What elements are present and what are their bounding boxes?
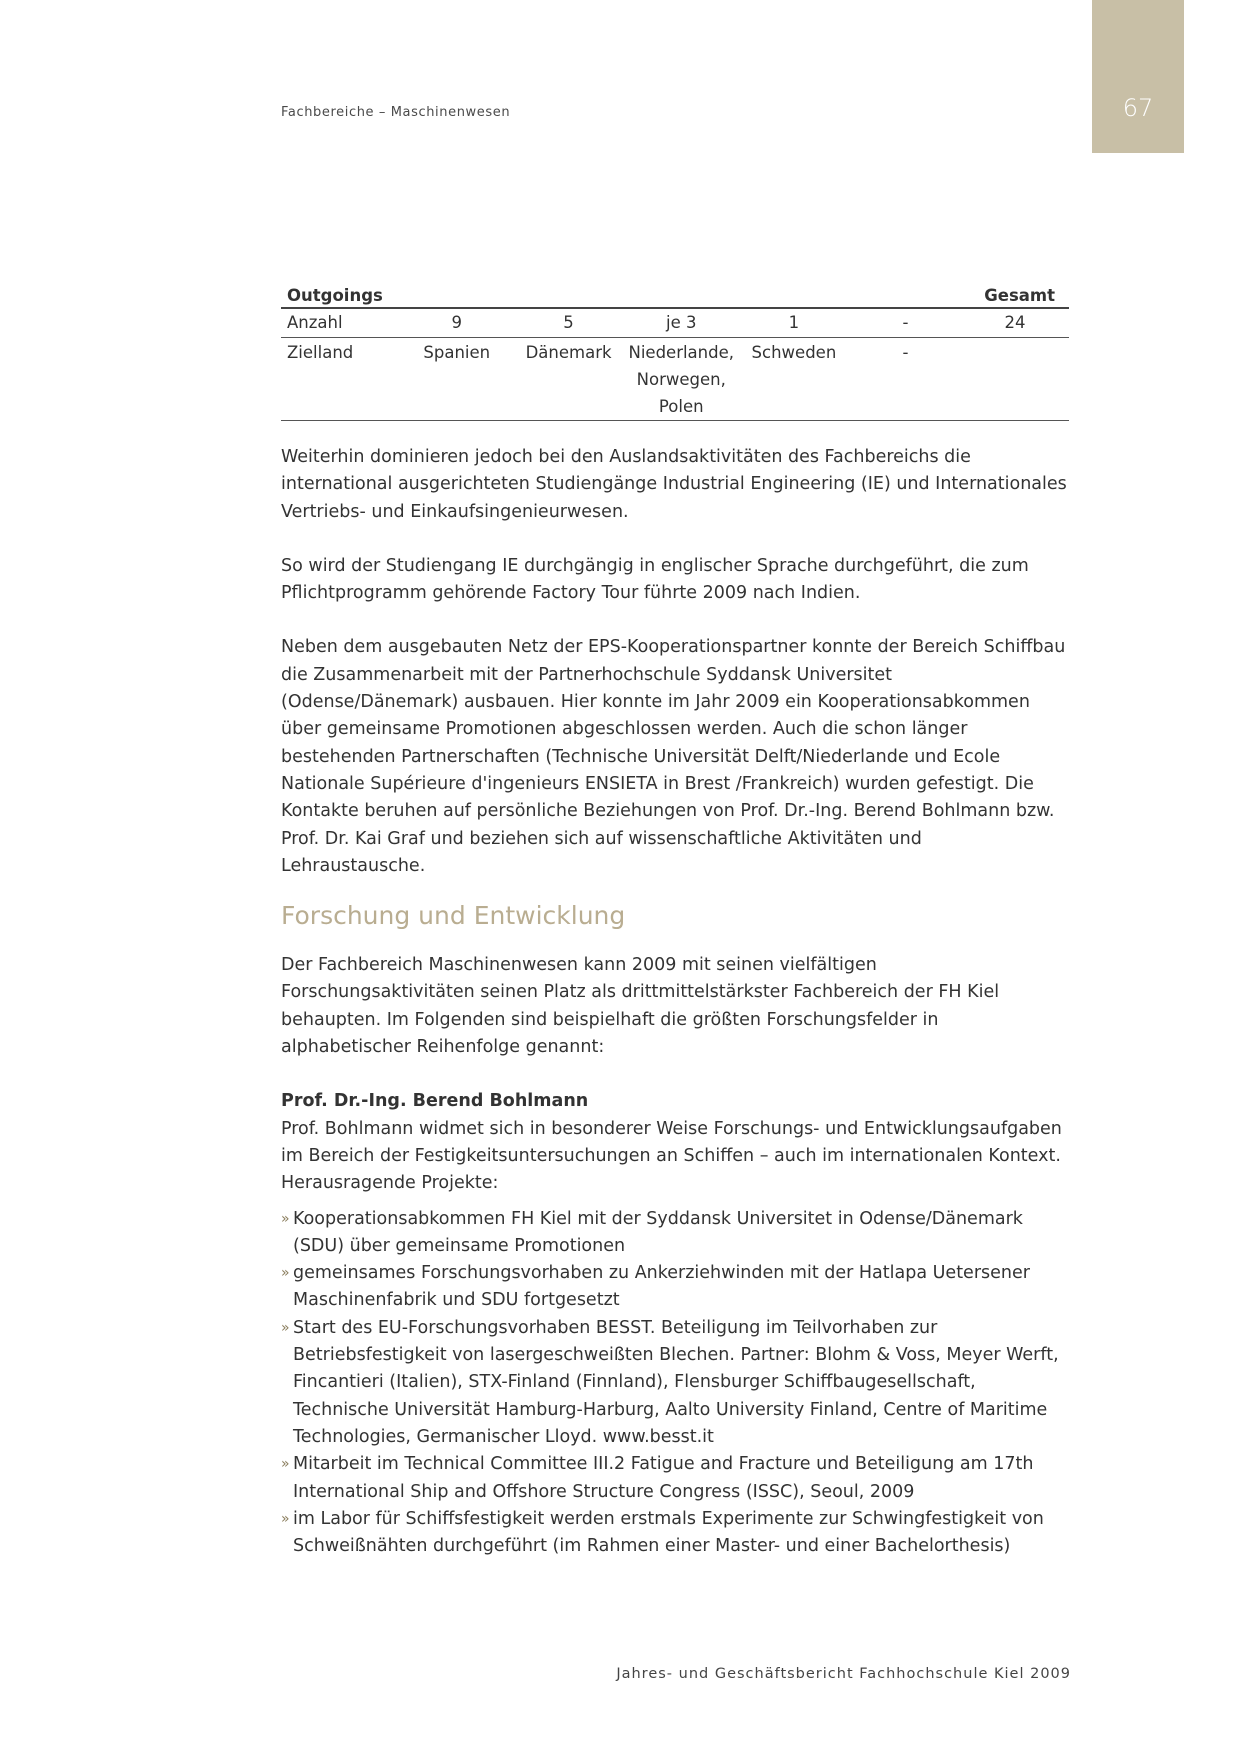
table-cell: 1 xyxy=(738,308,850,338)
table-header-cell xyxy=(738,284,850,308)
table-cell-line: Niederlande, xyxy=(628,343,734,362)
table-header-cell: Gesamt xyxy=(961,284,1069,308)
table-header-cell xyxy=(850,284,961,308)
bullet-icon: » xyxy=(281,1319,290,1336)
bullet-icon: » xyxy=(281,1456,290,1473)
table-cell xyxy=(624,338,738,421)
list-item-text: Mitarbeit im Technical Committee III.2 Fatigue and Fracture und Beteiligung am 17th International Ship and Offshore Structure Congress (ISSC), Seoul, 2009 xyxy=(293,1454,1034,1502)
list-item-text: Kooperationsabkommen FH Kiel mit der Syddansk Universitet in Odense/Dänemark (SDU) über gemeinsame Promotionen xyxy=(293,1208,1023,1256)
list-item xyxy=(281,1451,1069,1506)
bullet-icon: » xyxy=(281,1510,290,1527)
table-cell xyxy=(961,338,1069,421)
person-heading: Prof. Dr.-Ing. Berend Bohlmann xyxy=(281,1091,589,1112)
table-cell: Anzahl xyxy=(281,308,401,338)
paragraph: Weiterhin dominieren jedoch bei den Auslandsaktivitäten des Fachbereichs die international ausgerichteten Studiengänge Industrial Engineering (IE) und Internationales Vertriebs- und Einkaufsingenieurwesen. xyxy=(281,447,1067,522)
running-footer: Jahres- und Geschäftsbericht Fachhochschule Kiel 2009 xyxy=(616,1666,1071,1682)
person-block xyxy=(281,1088,1069,1197)
section-intro: Der Fachbereich Maschinenwesen kann 2009 mit seinen vielfältigen Forschungsaktivitäten seinen Platz als drittmittelstärkster Fachbereich der FH Kiel behaupten. Im Folgenden sind beispielhaft die größten Forschungsfelder in alphabetischer Reihenfolge genannt: xyxy=(281,955,1000,1058)
table-cell: 5 xyxy=(513,308,625,338)
page-number: 67 xyxy=(1122,94,1154,122)
table-row xyxy=(281,308,1069,338)
list-item-text: im Labor für Schiffsfestigkeit werden erstmals Experimente zur Schwingfestigkeit von Schweißnähten durchgeführt (im Rahmen einer Master- und einer Bachelorthesis) xyxy=(293,1508,1044,1557)
table-cell: - xyxy=(850,308,961,338)
table-cell: Spanien xyxy=(401,338,513,421)
list-item xyxy=(281,1260,1069,1315)
table-cell: 9 xyxy=(401,308,513,338)
list-item-text: gemeinsames Forschungsvorhaben zu Ankerziehwinden mit der Hatlapa Uetersener Maschinenfabrik und SDU fortgesetzt xyxy=(293,1263,1030,1311)
page-tab xyxy=(1092,0,1184,153)
list-item xyxy=(281,1506,1069,1561)
list-item-text: Start des EU-Forschungsvorhaben BESST. Beteiligung im Teilvorhaben zur Betriebsfestigkeit von lasergeschweißten Blechen. Partner: Blohm & Voss, Meyer Werft, Fincantieri (Italien), STX-Finland (Finnland), Flensburger Schiffbaugesellschaft, Technische Universität Hamburg-Harburg, Aalto University Finland, Centre of Maritime Technologies, Germanischer Lloyd. www.besst.it xyxy=(293,1317,1059,1447)
section-heading: Forschung und Entwicklung xyxy=(281,901,626,931)
running-header: Fachbereiche – Maschinenwesen xyxy=(281,105,511,120)
table-header-cell: Outgoings xyxy=(281,284,401,308)
table-cell-line: Polen xyxy=(658,397,704,416)
table-cell: 24 xyxy=(961,308,1069,338)
table-header-cell xyxy=(624,284,738,308)
table-cell: je 3 xyxy=(624,308,738,338)
table-row xyxy=(281,338,1069,421)
list-item xyxy=(281,1206,1069,1261)
bullet-icon: » xyxy=(281,1265,290,1282)
table-cell-line: Norwegen, xyxy=(636,370,726,389)
table-cell: Schweden xyxy=(738,338,850,421)
table-header-row xyxy=(281,284,1069,308)
outgoings-table xyxy=(281,284,1069,421)
table-cell: Dänemark xyxy=(513,338,625,421)
list-item xyxy=(281,1315,1069,1451)
project-list xyxy=(281,1206,1069,1561)
bullet-icon: » xyxy=(281,1210,290,1227)
paragraph: Neben dem ausgebauten Netz der EPS-Kooperationspartner konnte der Bereich Schiffbau die Zusammenarbeit mit der Partnerhochschule Syddansk Universitet (Odense/Dänemark) ausbauen. Hier konnte im Jahr 2009 ein Kooperationsabkommen über gemeinsame Promotionen abgeschlossen werden. Auch die schon länger bestehenden Partnerschaften (Technische Universität Delft/Niederlande und Ecole Nationale Supérieure d'ingenieurs ENSIETA in Brest /Frankreich) wurden gefestigt. Die Kontakte beruhen auf persönliche Beziehungen von Prof. Dr.-Ing. Berend Bohlmann bzw. Prof. Dr. Kai Graf und beziehen sich auf wissenschaftliche Aktivitäten und Lehraustausche. xyxy=(281,637,1066,876)
table-cell: Zielland xyxy=(281,338,401,421)
paragraph: So wird der Studiengang IE durchgängig in englischer Sprache durchgeführt, die zum Pflichtprogramm gehörende Factory Tour führte 2009 nach Indien. xyxy=(281,555,1029,604)
table-cell: - xyxy=(850,338,961,421)
person-text: Prof. Bohlmann widmet sich in besonderer Weise Forschungs- und Entwicklungsaufgaben im Bereich der Festigkeitsuntersuchungen an Schiffen – auch im internationalen Kontext. Herausragende Projekte: xyxy=(281,1118,1062,1194)
main-content xyxy=(281,284,1069,1560)
table-header-cell xyxy=(513,284,625,308)
table-header-cell xyxy=(401,284,513,308)
